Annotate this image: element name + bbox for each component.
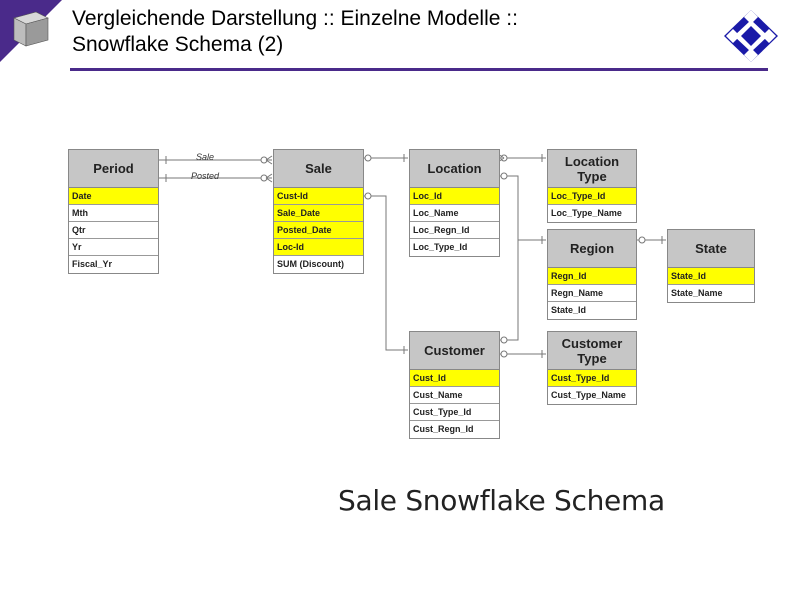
attribute-row: State_Id: [668, 268, 754, 285]
attribute-row: Regn_Id: [548, 268, 636, 285]
attribute-row: Fiscal_Yr: [72, 259, 113, 269]
attribute-row: State_Name: [671, 288, 723, 298]
title-line-1: Vergleichende Darstellung :: Einzelne Modelle ::: [72, 7, 518, 30]
entity-header: Period: [69, 150, 158, 188]
entity-customer-type: [547, 331, 637, 405]
attribute-row: Cust-Id: [274, 188, 363, 205]
entity-header: Customer: [410, 332, 499, 370]
attribute-row: SUM (Discount): [277, 259, 344, 269]
attribute-row: Loc_Name: [410, 205, 499, 222]
entity-period: [68, 149, 159, 274]
attribute-row: Cust_Type_Id: [548, 370, 636, 387]
entity-header: Region: [548, 230, 636, 268]
relationship-label-sale: Sale: [196, 152, 215, 162]
entity-header: Sale: [274, 150, 363, 188]
attribute-row: State_Id: [551, 305, 587, 315]
entity-sale: [273, 149, 364, 274]
attribute-row: Yr: [69, 239, 158, 256]
attribute-row: Posted_Date: [274, 222, 363, 239]
entity-region: [547, 229, 637, 320]
entity-location: [409, 149, 500, 257]
attribute-row: Regn_Name: [548, 285, 636, 302]
attribute-row: Sale_Date: [274, 205, 363, 222]
attribute-row: Loc_Type_Id: [413, 242, 468, 252]
relationship-label-posted: Posted: [191, 171, 220, 181]
attribute-row: Loc_Type_Id: [548, 188, 636, 205]
attribute-row: Loc_Id: [410, 188, 499, 205]
attribute-row: Cust_Type_Name: [551, 390, 626, 400]
entity-header: Customer Type: [548, 332, 636, 370]
attribute-row: Cust_Regn_Id: [413, 424, 474, 434]
attribute-row: Cust_Type_Id: [410, 404, 499, 421]
attribute-row: Qtr: [69, 222, 158, 239]
attribute-row: Loc_Regn_Id: [410, 222, 499, 239]
attribute-row: Cust_Name: [410, 387, 499, 404]
attribute-row: Loc_Type_Name: [551, 208, 622, 218]
entity-header: State: [668, 230, 754, 268]
entity-location-type: [547, 149, 637, 223]
title-line-2: Snowflake Schema (2): [72, 33, 284, 56]
entity-state: [667, 229, 755, 303]
diagram-caption: Sale Snowflake Schema: [338, 484, 665, 517]
entity-header: Location Type: [548, 150, 636, 188]
attribute-row: Mth: [69, 205, 158, 222]
entity-header: Location: [410, 150, 499, 188]
attribute-row: Loc-Id: [274, 239, 363, 256]
attribute-row: Cust_Id: [410, 370, 499, 387]
entity-customer: [409, 331, 500, 439]
attribute-row: Date: [69, 188, 158, 205]
